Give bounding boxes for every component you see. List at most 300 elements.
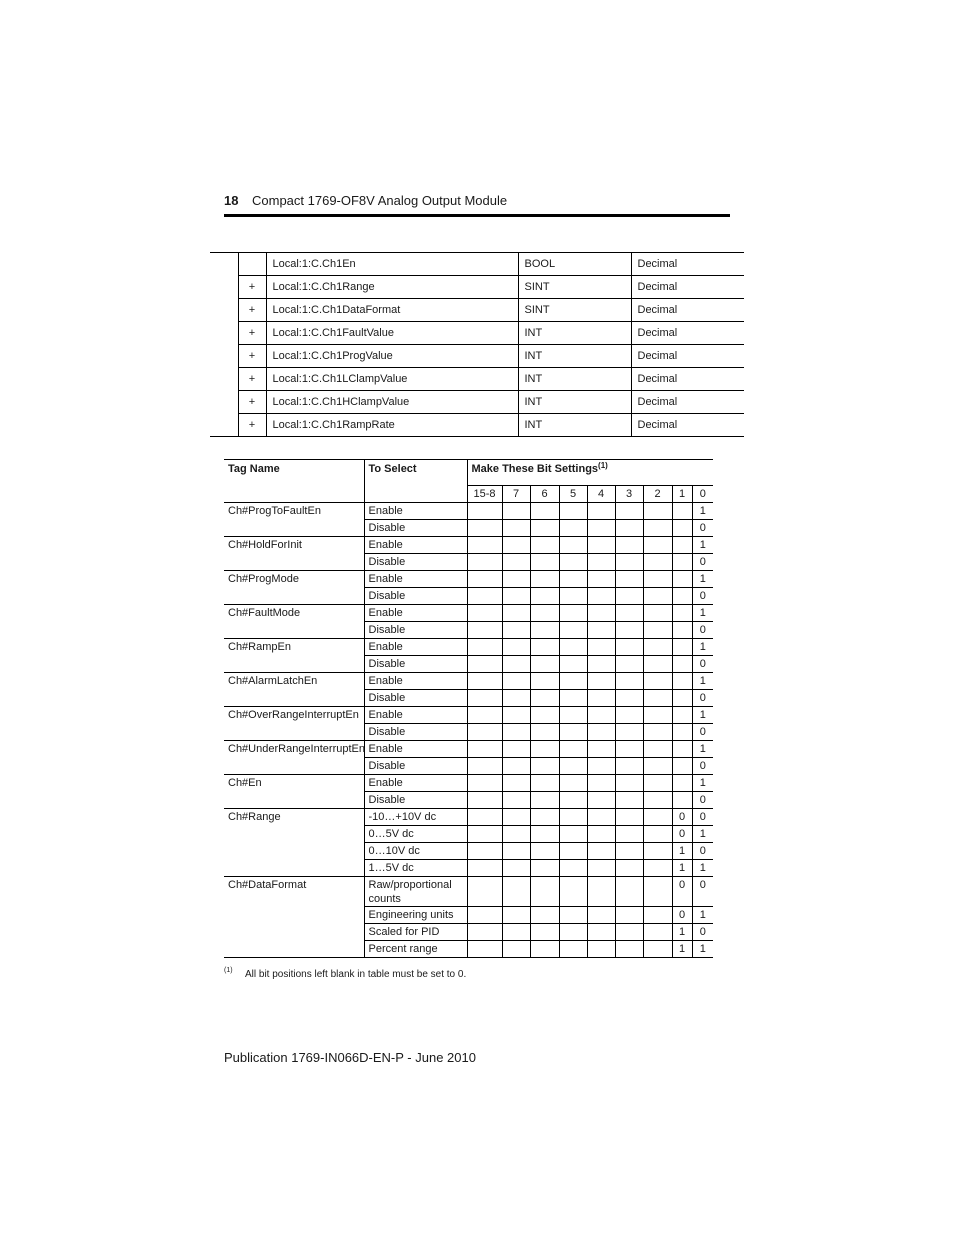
expand-toggle: + bbox=[238, 276, 266, 299]
selection: Enable bbox=[364, 537, 467, 554]
selection: Enable bbox=[364, 741, 467, 758]
data-type-cell: INT bbox=[518, 322, 631, 345]
bit-cell bbox=[559, 907, 587, 924]
bit-0-cell: 1 bbox=[692, 826, 713, 843]
bit-cell bbox=[643, 605, 672, 622]
selection: Scaled for PID bbox=[364, 924, 467, 941]
bit-cell bbox=[530, 554, 559, 571]
bit-cell bbox=[502, 622, 530, 639]
bit-cell bbox=[467, 605, 502, 622]
bit-cell bbox=[587, 707, 615, 724]
bit-cell bbox=[587, 741, 615, 758]
row-indent bbox=[210, 322, 238, 345]
publication-footer: Publication 1769-IN066D-EN-P - June 2010 bbox=[224, 1050, 476, 1065]
bit-cell bbox=[530, 656, 559, 673]
bit-1-cell bbox=[672, 775, 692, 792]
bit-cell bbox=[467, 941, 502, 958]
tag-row bbox=[210, 391, 744, 414]
bit-cell bbox=[530, 724, 559, 741]
expand-toggle: + bbox=[238, 391, 266, 414]
bit-1-cell: 0 bbox=[672, 877, 692, 907]
bit-0-cell: 0 bbox=[692, 843, 713, 860]
selection: Disable bbox=[364, 792, 467, 809]
bit-cell bbox=[530, 741, 559, 758]
bit-cell bbox=[467, 554, 502, 571]
bit-cell bbox=[467, 826, 502, 843]
selection: Enable bbox=[364, 775, 467, 792]
bit-cell bbox=[559, 877, 587, 907]
bit-cell bbox=[530, 707, 559, 724]
bit-cell bbox=[530, 605, 559, 622]
bit-1-cell bbox=[672, 792, 692, 809]
style-cell: Decimal bbox=[631, 345, 744, 368]
tag-row bbox=[210, 414, 744, 437]
bit-cell bbox=[587, 622, 615, 639]
bit-0-cell: 1 bbox=[692, 605, 713, 622]
bit-cell bbox=[615, 690, 643, 707]
bit-cell bbox=[615, 588, 643, 605]
selection: Enable bbox=[364, 571, 467, 588]
table-row bbox=[224, 673, 713, 690]
style-cell: Decimal bbox=[631, 414, 744, 437]
bit-cell bbox=[587, 673, 615, 690]
bit-settings-label: Make These Bit Settings bbox=[471, 463, 599, 475]
bit-cell bbox=[559, 520, 587, 537]
tag-name: Ch#UnderRangeInterruptEn bbox=[224, 741, 364, 775]
bit-cell bbox=[615, 639, 643, 656]
data-type-cell: INT bbox=[518, 414, 631, 437]
table-row bbox=[224, 571, 713, 588]
bit-cell bbox=[615, 860, 643, 877]
selection: Disable bbox=[364, 656, 467, 673]
row-indent bbox=[210, 345, 238, 368]
bit-cell bbox=[643, 673, 672, 690]
bit-cell bbox=[643, 860, 672, 877]
bit-cell bbox=[615, 758, 643, 775]
tag-row bbox=[210, 276, 744, 299]
bit-cell bbox=[559, 588, 587, 605]
bit-cell bbox=[530, 775, 559, 792]
tag-name: Ch#ProgMode bbox=[224, 571, 364, 605]
bit-cell bbox=[643, 877, 672, 907]
style-cell: Decimal bbox=[631, 391, 744, 414]
bit-1-cell bbox=[672, 554, 692, 571]
tag-row bbox=[210, 345, 744, 368]
bit-cell bbox=[615, 503, 643, 520]
bit-cell bbox=[587, 605, 615, 622]
bit-0-cell: 0 bbox=[692, 877, 713, 907]
bit-cell bbox=[643, 775, 672, 792]
bit-cell bbox=[530, 758, 559, 775]
bit-cell bbox=[615, 537, 643, 554]
bit-cell bbox=[559, 792, 587, 809]
selection: Percent range bbox=[364, 941, 467, 958]
bit-1-cell bbox=[672, 571, 692, 588]
bit-0-cell: 0 bbox=[692, 520, 713, 537]
selection: 1…5V dc bbox=[364, 860, 467, 877]
bit-cell bbox=[643, 924, 672, 941]
bit-cell bbox=[643, 639, 672, 656]
bit-cell bbox=[615, 826, 643, 843]
data-type-cell: INT bbox=[518, 345, 631, 368]
tag-name-cell: Local:1:C.Ch1FaultValue bbox=[266, 322, 518, 345]
bit-1-cell: 1 bbox=[672, 843, 692, 860]
bit-0-cell: 1 bbox=[692, 639, 713, 656]
bit-cell bbox=[643, 571, 672, 588]
bit-cell bbox=[467, 724, 502, 741]
bit-cell bbox=[467, 741, 502, 758]
bit-cell bbox=[643, 724, 672, 741]
bit-cell bbox=[587, 503, 615, 520]
bit-cell bbox=[559, 924, 587, 941]
table-row bbox=[224, 775, 713, 792]
bit-cell bbox=[559, 503, 587, 520]
bit-1-cell bbox=[672, 656, 692, 673]
bit-1-cell bbox=[672, 622, 692, 639]
row-indent bbox=[210, 414, 238, 437]
footnote-text: All bit positions left blank in table must be set to 0. bbox=[245, 969, 467, 980]
col-header-to-select: To Select bbox=[364, 460, 467, 503]
bit-cell bbox=[502, 826, 530, 843]
bit-1-cell bbox=[672, 537, 692, 554]
bit-cell bbox=[530, 924, 559, 941]
bit-cell bbox=[615, 520, 643, 537]
bit-cell bbox=[643, 826, 672, 843]
bit-1-cell bbox=[672, 690, 692, 707]
bit-cell bbox=[559, 860, 587, 877]
bit-cell bbox=[502, 792, 530, 809]
bit-0-cell: 1 bbox=[692, 941, 713, 958]
bit-cell bbox=[530, 588, 559, 605]
tag-name-cell: Local:1:C.Ch1DataFormat bbox=[266, 299, 518, 322]
bit-cell bbox=[530, 907, 559, 924]
bit-cell bbox=[530, 520, 559, 537]
tag-name-cell: Local:1:C.Ch1LClampValue bbox=[266, 368, 518, 391]
bit-cell bbox=[615, 843, 643, 860]
tag-name: Ch#HoldForInit bbox=[224, 537, 364, 571]
bit-cell bbox=[502, 809, 530, 826]
bit-cell bbox=[615, 924, 643, 941]
bit-cell bbox=[587, 775, 615, 792]
bit-cell bbox=[467, 537, 502, 554]
bit-cell bbox=[502, 775, 530, 792]
tag-name-cell: Local:1:C.Ch1ProgValue bbox=[266, 345, 518, 368]
bit-cell bbox=[530, 826, 559, 843]
table-row bbox=[224, 741, 713, 758]
tag-name: Ch#AlarmLatchEn bbox=[224, 673, 364, 707]
tag-row bbox=[210, 322, 744, 345]
bit-cell bbox=[587, 826, 615, 843]
bit-cell bbox=[615, 707, 643, 724]
row-indent bbox=[210, 276, 238, 299]
bit-cell bbox=[643, 622, 672, 639]
bit-cell bbox=[587, 588, 615, 605]
bit-1-cell bbox=[672, 707, 692, 724]
bit-header: 1 bbox=[672, 486, 692, 503]
bit-1-cell bbox=[672, 503, 692, 520]
bit-1-cell bbox=[672, 724, 692, 741]
style-cell: Decimal bbox=[631, 368, 744, 391]
selection: Disable bbox=[364, 588, 467, 605]
bit-cell bbox=[502, 537, 530, 554]
bit-cell bbox=[587, 537, 615, 554]
footnote-ref: (1) bbox=[598, 461, 608, 470]
bit-cell bbox=[615, 656, 643, 673]
bit-cell bbox=[502, 571, 530, 588]
bit-header: 3 bbox=[615, 486, 643, 503]
tag-name-cell: Local:1:C.Ch1RampRate bbox=[266, 414, 518, 437]
bit-cell bbox=[502, 758, 530, 775]
bit-cell bbox=[643, 554, 672, 571]
bit-cell bbox=[502, 741, 530, 758]
bit-cell bbox=[467, 907, 502, 924]
expand-toggle: + bbox=[238, 299, 266, 322]
bit-cell bbox=[530, 622, 559, 639]
bit-1-cell: 0 bbox=[672, 826, 692, 843]
bit-cell bbox=[587, 571, 615, 588]
selection: Disable bbox=[364, 758, 467, 775]
bit-1-cell bbox=[672, 741, 692, 758]
bit-cell bbox=[530, 877, 559, 907]
tag-name: Ch#En bbox=[224, 775, 364, 809]
bit-0-cell: 0 bbox=[692, 724, 713, 741]
data-type-cell: BOOL bbox=[518, 253, 631, 276]
bit-1-cell bbox=[672, 588, 692, 605]
expand-toggle bbox=[238, 253, 266, 276]
row-indent bbox=[210, 299, 238, 322]
bit-0-cell: 0 bbox=[692, 792, 713, 809]
data-type-cell: SINT bbox=[518, 276, 631, 299]
bit-cell bbox=[559, 809, 587, 826]
bit-cell bbox=[502, 707, 530, 724]
tag-name: Ch#RampEn bbox=[224, 639, 364, 673]
bit-1-cell: 1 bbox=[672, 941, 692, 958]
bit-1-cell: 1 bbox=[672, 924, 692, 941]
bit-cell bbox=[587, 724, 615, 741]
bit-cell bbox=[530, 639, 559, 656]
selection: Enable bbox=[364, 605, 467, 622]
bit-0-cell: 1 bbox=[692, 503, 713, 520]
bit-cell bbox=[559, 775, 587, 792]
bit-cell bbox=[502, 690, 530, 707]
selection: Disable bbox=[364, 554, 467, 571]
bit-cell bbox=[502, 503, 530, 520]
header-rule bbox=[224, 214, 730, 217]
bit-cell bbox=[587, 907, 615, 924]
bit-0-cell: 0 bbox=[692, 588, 713, 605]
col-header-bit-settings bbox=[467, 460, 713, 486]
bit-cell bbox=[467, 758, 502, 775]
style-cell: Decimal bbox=[631, 322, 744, 345]
bit-cell bbox=[502, 673, 530, 690]
bit-cell bbox=[615, 907, 643, 924]
bit-cell bbox=[643, 503, 672, 520]
bit-cell bbox=[643, 758, 672, 775]
bit-cell bbox=[587, 758, 615, 775]
bit-cell bbox=[559, 605, 587, 622]
bit-cell bbox=[559, 537, 587, 554]
tag-row bbox=[210, 368, 744, 391]
bit-cell bbox=[467, 860, 502, 877]
bit-cell bbox=[530, 792, 559, 809]
bit-cell bbox=[559, 571, 587, 588]
bit-0-cell: 0 bbox=[692, 656, 713, 673]
row-indent bbox=[210, 253, 238, 276]
table-row bbox=[224, 707, 713, 724]
bit-cell bbox=[559, 741, 587, 758]
bit-cell bbox=[467, 503, 502, 520]
bit-cell bbox=[530, 503, 559, 520]
bit-cell bbox=[530, 673, 559, 690]
tag-name-cell: Local:1:C.Ch1HClampValue bbox=[266, 391, 518, 414]
bit-cell bbox=[467, 877, 502, 907]
selection: Disable bbox=[364, 690, 467, 707]
bit-cell bbox=[502, 724, 530, 741]
bit-header: 7 bbox=[502, 486, 530, 503]
table-row bbox=[224, 605, 713, 622]
bit-cell bbox=[559, 826, 587, 843]
bit-cell bbox=[615, 877, 643, 907]
style-cell: Decimal bbox=[631, 276, 744, 299]
bit-cell bbox=[502, 941, 530, 958]
bit-cell bbox=[587, 656, 615, 673]
data-type-cell: SINT bbox=[518, 299, 631, 322]
tag-name: Ch#OverRangeInterruptEn bbox=[224, 707, 364, 741]
bit-cell bbox=[467, 924, 502, 941]
bit-cell bbox=[559, 554, 587, 571]
selection: Disable bbox=[364, 520, 467, 537]
bit-cell bbox=[643, 656, 672, 673]
bit-1-cell: 0 bbox=[672, 809, 692, 826]
bit-0-cell: 0 bbox=[692, 554, 713, 571]
selection: Enable bbox=[364, 707, 467, 724]
bit-cell bbox=[615, 775, 643, 792]
bit-cell bbox=[643, 707, 672, 724]
selection: -10…+10V dc bbox=[364, 809, 467, 826]
bit-cell bbox=[615, 741, 643, 758]
bit-settings-table bbox=[224, 459, 713, 958]
bit-cell bbox=[587, 690, 615, 707]
bit-cell bbox=[615, 605, 643, 622]
bit-cell bbox=[530, 860, 559, 877]
bit-cell bbox=[502, 860, 530, 877]
bit-cell bbox=[530, 571, 559, 588]
bit-cell bbox=[502, 639, 530, 656]
table-row bbox=[224, 809, 713, 826]
bit-cell bbox=[643, 588, 672, 605]
bit-cell bbox=[559, 724, 587, 741]
bit-0-cell: 1 bbox=[692, 673, 713, 690]
bit-cell bbox=[467, 639, 502, 656]
bit-cell bbox=[643, 809, 672, 826]
bit-cell bbox=[530, 537, 559, 554]
row-indent bbox=[210, 368, 238, 391]
bit-cell bbox=[502, 843, 530, 860]
bit-cell bbox=[615, 792, 643, 809]
bit-cell bbox=[587, 792, 615, 809]
bit-cell bbox=[530, 941, 559, 958]
bit-cell bbox=[467, 690, 502, 707]
bit-1-cell bbox=[672, 639, 692, 656]
bit-0-cell: 1 bbox=[692, 741, 713, 758]
bit-cell bbox=[502, 520, 530, 537]
selection: Engineering units bbox=[364, 907, 467, 924]
bit-cell bbox=[467, 673, 502, 690]
bit-cell bbox=[502, 924, 530, 941]
style-cell: Decimal bbox=[631, 299, 744, 322]
bit-cell bbox=[587, 520, 615, 537]
col-header-tag-name: Tag Name bbox=[224, 460, 364, 503]
bit-cell bbox=[587, 941, 615, 958]
bit-cell bbox=[467, 622, 502, 639]
bit-cell bbox=[643, 907, 672, 924]
bit-1-cell: 0 bbox=[672, 907, 692, 924]
running-header-title: Compact 1769-OF8V Analog Output Module bbox=[252, 193, 508, 208]
bit-0-cell: 1 bbox=[692, 907, 713, 924]
bit-cell bbox=[587, 843, 615, 860]
bit-cell bbox=[502, 554, 530, 571]
tag-name: Ch#Range bbox=[224, 809, 364, 877]
tag-table bbox=[210, 252, 744, 437]
bit-cell bbox=[643, 941, 672, 958]
style-cell: Decimal bbox=[631, 253, 744, 276]
bit-0-cell: 0 bbox=[692, 924, 713, 941]
expand-toggle: + bbox=[238, 414, 266, 437]
bit-cell bbox=[615, 622, 643, 639]
bit-cell bbox=[559, 622, 587, 639]
bit-0-cell: 0 bbox=[692, 809, 713, 826]
bit-cell bbox=[502, 588, 530, 605]
table-row bbox=[224, 503, 713, 520]
bit-cell bbox=[559, 941, 587, 958]
tag-name-cell: Local:1:C.Ch1Range bbox=[266, 276, 518, 299]
tag-row bbox=[210, 299, 744, 322]
bit-cell bbox=[467, 809, 502, 826]
selection: Enable bbox=[364, 673, 467, 690]
selection: Disable bbox=[364, 622, 467, 639]
bit-cell bbox=[615, 554, 643, 571]
bit-0-cell: 1 bbox=[692, 571, 713, 588]
table-row bbox=[224, 639, 713, 656]
bit-cell bbox=[559, 690, 587, 707]
tag-row bbox=[210, 253, 744, 276]
bit-cell bbox=[587, 924, 615, 941]
bit-cell bbox=[559, 673, 587, 690]
selection: Enable bbox=[364, 503, 467, 520]
bit-0-cell: 1 bbox=[692, 860, 713, 877]
bit-cell bbox=[502, 877, 530, 907]
bit-cell bbox=[467, 707, 502, 724]
table-row bbox=[224, 877, 713, 907]
bit-1-cell bbox=[672, 758, 692, 775]
bit-cell bbox=[615, 724, 643, 741]
bit-cell bbox=[559, 656, 587, 673]
tag-name-cell: Local:1:C.Ch1En bbox=[266, 253, 518, 276]
tag-name: Ch#ProgToFaultEn bbox=[224, 503, 364, 537]
bit-cell bbox=[587, 639, 615, 656]
bit-1-cell bbox=[672, 673, 692, 690]
bit-0-cell: 0 bbox=[692, 622, 713, 639]
bit-cell bbox=[643, 843, 672, 860]
bit-header: 0 bbox=[692, 486, 713, 503]
bit-cell bbox=[615, 571, 643, 588]
bit-0-cell: 1 bbox=[692, 537, 713, 554]
expand-toggle: + bbox=[238, 322, 266, 345]
bit-1-cell bbox=[672, 605, 692, 622]
bit-cell bbox=[643, 690, 672, 707]
bit-cell bbox=[467, 843, 502, 860]
bit-cell bbox=[615, 809, 643, 826]
